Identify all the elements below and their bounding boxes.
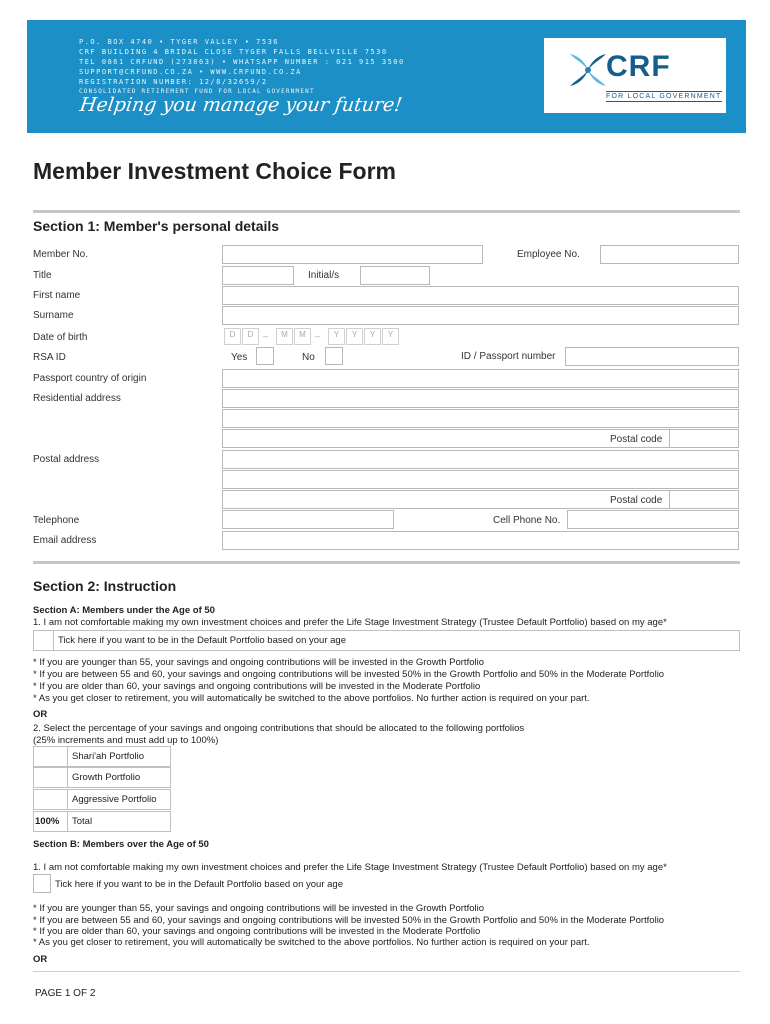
footer-divider: [33, 971, 740, 972]
header-email-line: SUPPORT@CRFUND.CO.ZA • WWW.CRFUND.CO.ZA: [79, 68, 302, 76]
residential-address-line-2[interactable]: [222, 409, 739, 428]
rsa-id-label: RSA ID: [33, 352, 66, 363]
header-fund-name-line: CONSOLIDATED RETIREMENT FUND FOR LOCAL GOVERNMENT: [79, 88, 315, 95]
rsa-id-yes-checkbox[interactable]: [256, 347, 274, 365]
section-divider: [33, 210, 740, 213]
member-no-field[interactable]: [222, 245, 483, 264]
logo-subtitle: FOR LOCAL GOVERNMENT: [606, 93, 722, 100]
note-line: * As you get closer to retirement, you will automatically be switched to the above portfolios. No further action is required on your part.: [33, 693, 590, 704]
growth-percentage-field[interactable]: [33, 767, 68, 788]
header-building-line: CRF BUILDING 4 BRIDAL CLOSE TYGER FALLS BELLVILLE 7530: [79, 48, 388, 56]
note-line: * If you are older than 60, your savings and ongoing contributions will be invested in the Moderate Portfolio: [33, 926, 481, 937]
surname-field[interactable]: [222, 306, 739, 325]
first-name-label: First name: [33, 290, 81, 301]
section1-title: Section 1: Member's personal details: [33, 218, 280, 234]
postal-postal-code-label: Postal code: [610, 495, 666, 506]
aggressive-portfolio-label: Aggressive Portfolio: [67, 789, 171, 810]
postal-address-label: Postal address: [33, 454, 100, 465]
residential-postal-code-field[interactable]: [669, 429, 739, 448]
note-line: * If you are between 55 and 60, your savings and ongoing contributions will be invested 50% in the Growth Portfolio and 50% in the Moderate Portfolio: [33, 669, 665, 680]
employee-no-label: Employee No.: [517, 249, 580, 260]
default-portfolio-checkbox-a[interactable]: [33, 630, 54, 651]
shariah-portfolio-label: Shari'ah Portfolio: [67, 746, 171, 767]
dob-year-2[interactable]: Y: [346, 328, 363, 345]
note-line: * If you are younger than 55, your savings and ongoing contributions will be invested in the Growth Portfolio: [33, 903, 484, 914]
section-b-item-1: 1. I am not comfortable making my own investment choices and prefer the Life Stage Investment Strategy (Trustee Default Portfolio) based on my age*: [33, 862, 667, 873]
postal-address-line-1[interactable]: [222, 450, 739, 469]
cell-phone-field[interactable]: [567, 510, 739, 529]
telephone-field[interactable]: [222, 510, 394, 529]
section-a-item-2-note: (25% increments and must add up to 100%): [33, 735, 219, 746]
note-line: * If you are between 55 and 60, your savings and ongoing contributions will be invested 50% in the Growth Portfolio and 50% in the Moderate Portfolio: [33, 915, 665, 926]
dob-month-1[interactable]: M: [276, 328, 293, 345]
note-line: * As you get closer to retirement, you will automatically be switched to the above portfolios. No further action is required on your part.: [33, 937, 590, 948]
residential-address-label: Residential address: [33, 393, 121, 404]
title-label: Title: [33, 270, 52, 281]
dob-label: Date of birth: [33, 332, 88, 343]
section-divider: [33, 561, 740, 564]
dob-year-3[interactable]: Y: [364, 328, 381, 345]
section2-title: Section 2: Instruction: [33, 578, 177, 594]
telephone-label: Telephone: [33, 515, 80, 526]
first-name-field[interactable]: [222, 286, 739, 305]
initials-label: Initial/s: [308, 270, 340, 281]
total-label: Total: [67, 811, 171, 832]
dob-day-1[interactable]: D: [224, 328, 241, 345]
member-no-label: Member No.: [33, 249, 89, 260]
title-field[interactable]: [222, 266, 294, 285]
employee-no-field[interactable]: [600, 245, 739, 264]
header-registration-line: REGISTRATION NUMBER: 12/8/32659/2: [79, 78, 268, 86]
email-label: Email address: [33, 535, 97, 546]
section-a-item-2: 2. Select the percentage of your savings and ongoing contributions that should be allocated to the following portfolios: [33, 723, 525, 734]
crf-logo: [544, 38, 726, 113]
dob-month-2[interactable]: M: [294, 328, 311, 345]
id-passport-field[interactable]: [565, 347, 739, 366]
or-label: OR: [33, 954, 48, 965]
aggressive-percentage-field[interactable]: [33, 789, 68, 810]
note-line: * If you are older than 60, your savings and ongoing contributions will be invested in the Moderate Portfolio: [33, 681, 481, 692]
tagline: Helping you manage your future!: [78, 94, 404, 116]
page-title: Member Investment Choice Form: [33, 158, 396, 184]
default-portfolio-tick-label-b: Tick here if you want to be in the Default Portfolio based on your age: [55, 879, 343, 890]
dob-year-1[interactable]: Y: [328, 328, 345, 345]
section-a-item-1: 1. I am not comfortable making my own investment choices and prefer the Life Stage Investment Strategy (Trustee Default Portfolio) based on my age*: [33, 617, 667, 628]
surname-label: Surname: [33, 310, 74, 321]
rsa-id-yes-label: Yes: [231, 352, 248, 363]
postal-address-line-2[interactable]: [222, 470, 739, 489]
growth-portfolio-label: Growth Portfolio: [67, 767, 171, 788]
residential-postal-code-label: Postal code: [610, 434, 666, 445]
dob-separator: –: [315, 331, 321, 341]
passport-country-label: Passport country of origin: [33, 373, 147, 384]
residential-address-line-1[interactable]: [222, 389, 739, 408]
shariah-percentage-field[interactable]: [33, 746, 68, 767]
rsa-id-no-label: No: [302, 352, 315, 363]
page-number: PAGE 1 OF 2: [35, 988, 96, 999]
header-tel-line: TEL 0861 CRFUND (273863) • WHATSAPP NUMBER : 021 915 3500: [79, 58, 405, 66]
cell-phone-label: Cell Phone No.: [493, 515, 561, 526]
total-percentage-value: 100%: [33, 811, 68, 832]
dob-day-2[interactable]: D: [242, 328, 259, 345]
header-address-line: P.O. BOX 4740 • TYGER VALLEY • 7536: [79, 38, 280, 46]
default-portfolio-checkbox-b[interactable]: [33, 874, 51, 893]
section-a-heading: Section A: Members under the Age of 50: [33, 605, 215, 616]
id-passport-label: ID / Passport number: [461, 351, 556, 362]
dob-separator: –: [263, 331, 269, 341]
postal-postal-code-field[interactable]: [669, 490, 739, 509]
crf-logo-icon: [566, 50, 610, 90]
logo-text: CRF: [606, 50, 671, 83]
section-b-heading: Section B: Members over the Age of 50: [33, 839, 209, 850]
note-line: * If you are younger than 55, your savings and ongoing contributions will be invested in the Growth Portfolio: [33, 657, 484, 668]
header-banner: [27, 20, 746, 133]
or-label: OR: [33, 709, 48, 720]
dob-year-4[interactable]: Y: [382, 328, 399, 345]
initials-field[interactable]: [360, 266, 430, 285]
passport-country-field[interactable]: [222, 369, 739, 388]
default-portfolio-tick-label-a: Tick here if you want to be in the Default Portfolio based on your age: [53, 630, 740, 651]
rsa-id-no-checkbox[interactable]: [325, 347, 343, 365]
email-field[interactable]: [222, 531, 739, 550]
